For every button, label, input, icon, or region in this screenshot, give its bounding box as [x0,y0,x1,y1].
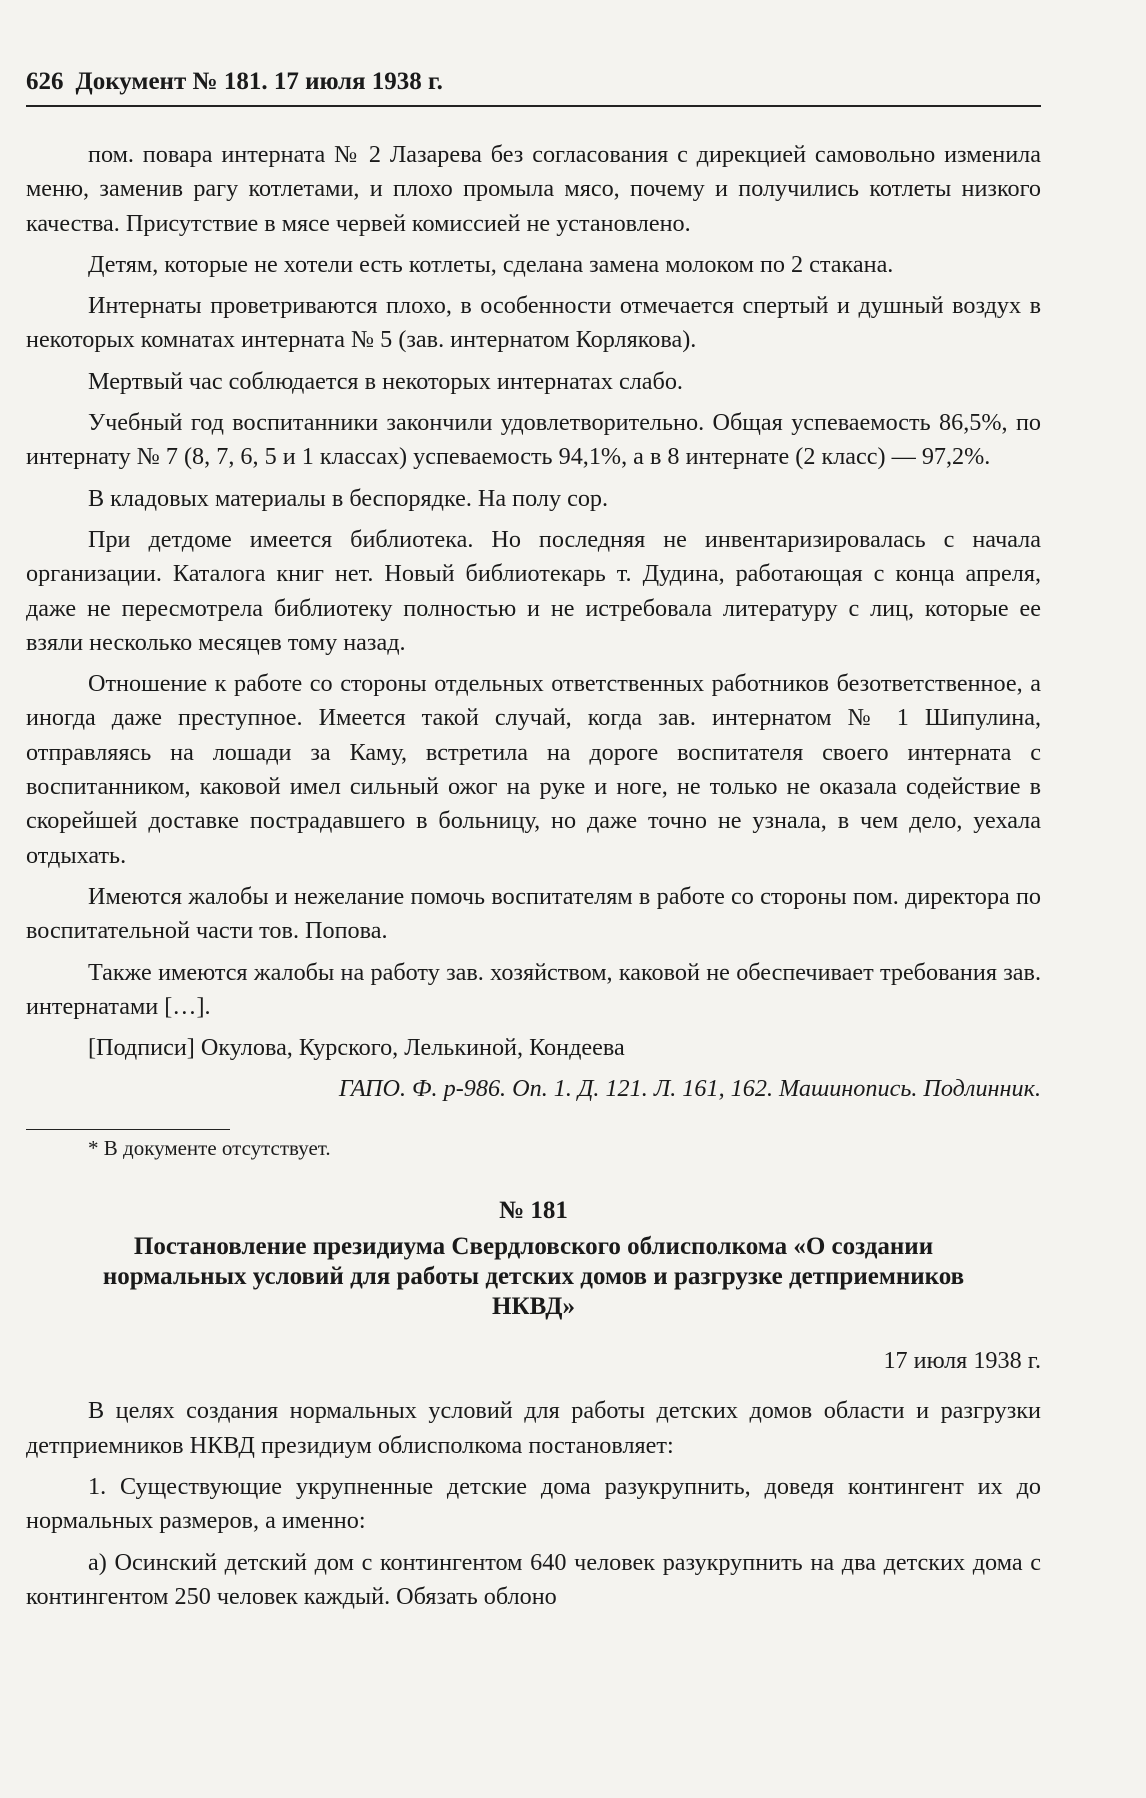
paragraph: В целях создания нормальных условий для работы детских домов области и разгрузки детприемников НКВД президиум облисполкома постановляет: [26,1397,1041,1459]
running-header [26,68,1041,96]
document-number: № 181 [499,1196,568,1224]
header-rule [26,105,1041,107]
page-number: 626 [26,68,64,95]
footnote-rule [26,1129,230,1130]
paragraph: Мертвый час соблюдается в некоторых интернатах слабо. [88,367,683,395]
paragraph: Интернаты проветриваются плохо, в особенности отмечается спертый и душный воздух в некоторых комнатах интерната № 5 (зав. интернатом Корлякова). [26,292,1041,354]
paragraph: пом. повара интерната № 2 Лазарева без согласования с дирекцией самовольно изменила меню, заменив рагу котлетами, и плохо промыла мясо, почему и получились котлеты низкого качества. Присутствие в мясе червей комиссией не установлено. [26,141,1041,237]
header-title: Документ № 181. 17 июля 1938 г. [75,68,443,95]
paragraph: Отношение к работе со стороны отдельных ответственных работников безответственное, а иногда даже преступное. Имеется такой случай, когда зав. интернатом № 1 Шипулина, отправляясь на лошади за Каму, встретила на дороге воспитателя своего интерната с воспитанником, каковой имел сильный ожог на руке и ноге, не только не оказала содействие в скорейшей доставке пострадавшего в больницу, но даже точно не узнала, в чем дело, уехала отдыхать. [26,670,1041,869]
document-body [26,138,1041,1621]
paragraph: Также имеются жалобы на работу зав. хозяйством, каковой не обеспечивает требования зав. интернатами […]. [26,958,1041,1020]
paragraph: а) Осинский детский дом с контингентом 640 человек разукрупнить на два детских дома с контингентом 250 человек каждый. Обязать облоно [26,1548,1041,1610]
paragraph: Имеются жалобы и нежелание помочь воспитателям в работе со стороны пом. директора по воспитательной части тов. Попова. [26,882,1041,945]
archive-source: ГАПО. Ф. р-986. Оп. 1. Д. 121. Л. 161, 162. Машинопись. Подлинник. [338,1075,1041,1103]
paragraph: Учебный год воспитанники закончили удовлетворительно. Общая успеваемость 86,5%, по интернату № 7 (8, 7, 6, 5 и 1 классах) успеваемость 94,1%, а в 8 интернате (2 класс) — 97,2%. [26,409,1041,471]
document-date: 17 июля 1938 г. [883,1347,1041,1375]
document-title: Постановление президиума Свердловского облисполкома «О создании нормальных условий для работы детских домов и разгрузке детприемников НКВД» [102,1233,965,1321]
paragraph: При детдоме имеется библиотека. Но последняя не инвентаризировалась с начала организации. Каталога книг нет. Новый библиотекарь т. Дудина, работающая с конца апреля, даже не пересмотрела библиотеку полностью и не истребовала литературу с лиц, которые ее взяли несколько месяцев тому назад. [26,525,1041,656]
signatures: [Подписи] Окулова, Курского, Лелькиной, Кондеева [88,1034,625,1062]
paragraph: Детям, которые не хотели есть котлеты, сделана замена молоком по 2 стакана. [88,250,894,278]
paragraph: В кладовых материалы в беспорядке. На полу сор. [88,484,609,512]
footnote: * В документе отсутствует. [88,1135,331,1160]
paragraph: 1. Существующие укрупненные детские дома разукрупнить, доведя контингент их до нормальных размеров, а именно: [26,1472,1041,1535]
